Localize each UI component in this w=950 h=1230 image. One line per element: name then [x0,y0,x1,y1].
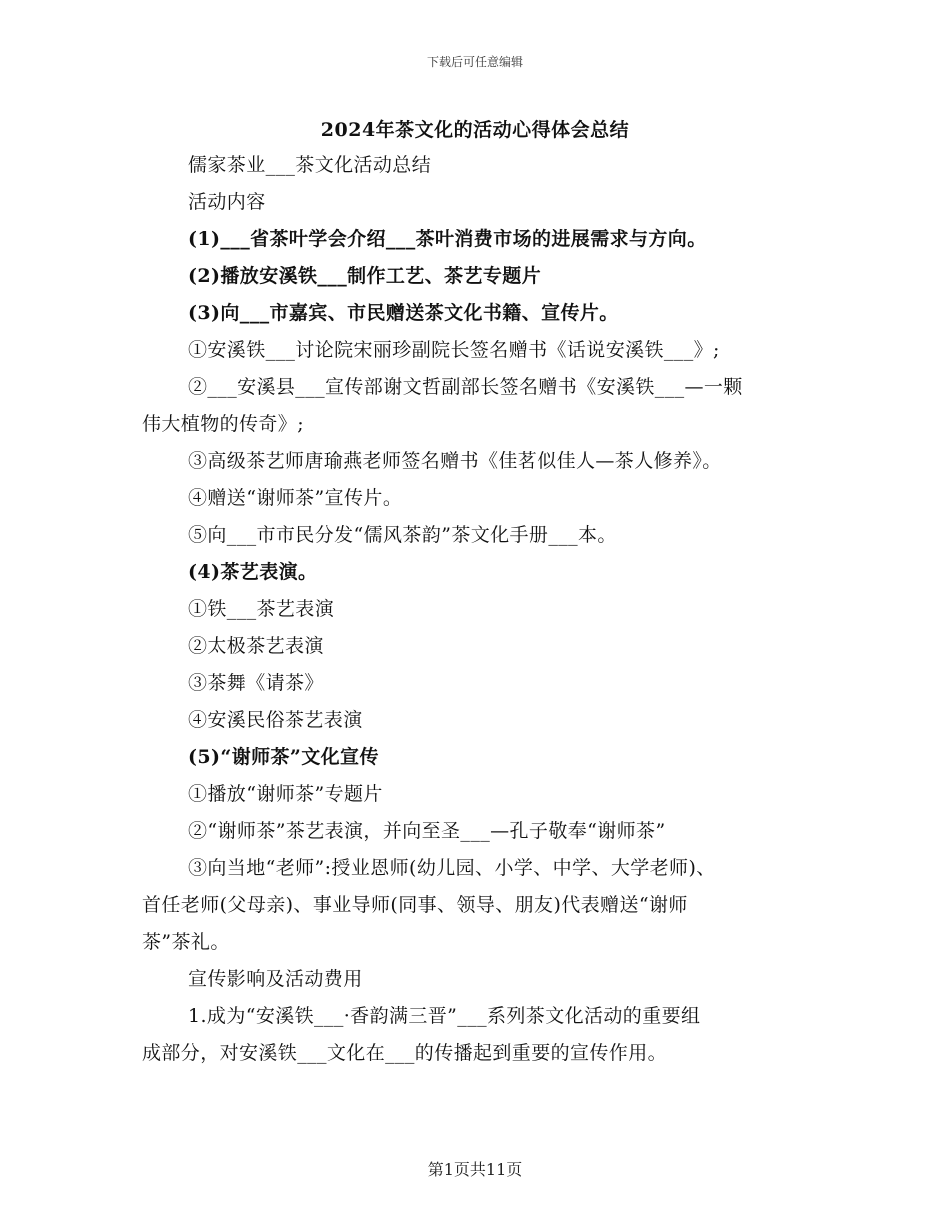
list-item: ③高级茶艺师唐瑜燕老师签名赠书《佳茗似佳人—茶人修养》。 [188,450,722,472]
paragraph-line: 宣传影响及活动费用 [188,968,363,990]
section-heading: (5)“谢师茶”文化宣传 [188,746,379,768]
list-item-continuation: 茶”茶礼。 [142,931,230,953]
list-item-continuation: 伟大植物的传奇》; [142,413,305,435]
paragraph-line: 1.成为“安溪铁___·香韵满三晋”___系列茶文化活动的重要组 [188,1005,701,1027]
list-item: ②太极茶艺表演 [188,635,324,657]
list-item: ②“谢师茶”茶艺表演，并向至圣___—孔子敬奉“谢师茶” [188,820,666,842]
section-heading: (4)茶艺表演。 [188,561,318,583]
list-item: ②___安溪县___宣传部谢文哲副部长签名赠书《安溪铁___—一颗 [188,376,743,398]
page-header-note: 下载后可任意编辑 [426,55,523,69]
paragraph-line: 儒家茶业___茶文化活动总结 [188,154,432,176]
list-item: ⑤向___市市民分发“儒风茶韵”茶文化手册___本。 [188,524,617,546]
list-item: ④安溪民俗茶艺表演 [188,709,363,731]
list-item: ③茶舞《请茶》 [188,672,324,694]
list-item: ③向当地“老师”:授业恩师(幼儿园、小学、中学、大学老师)、 [188,857,716,879]
paragraph-line: 活动内容 [188,191,266,213]
document-title: 2024年茶文化的活动心得体会总结 [320,119,630,141]
list-item: ①播放“谢师茶”专题片 [188,783,383,805]
paragraph-line: 成部分，对安溪铁___文化在___的传播起到重要的宣传作用。 [142,1042,668,1064]
list-item-continuation: 首任老师(父母亲)、事业导师(同事、领导、朋友)代表赠送“谢师 [142,894,688,916]
section-heading: (3)向___市嘉宾、市民赠送茶文化书籍、宣传片。 [188,302,619,324]
list-item: ④赠送“谢师茶”宣传片。 [188,487,403,509]
page-number: 第1页共11页 [427,1160,523,1179]
section-heading: (1)___省茶叶学会介绍___茶叶消费市场的进展需求与方向。 [188,228,707,250]
section-heading: (2)播放安溪铁___制作工艺、茶艺专题片 [188,265,542,287]
list-item: ①铁___茶艺表演 [188,598,335,620]
list-item: ①安溪铁___讨论院宋丽珍副院长签名赠书《话说安溪铁___》; [188,339,720,361]
